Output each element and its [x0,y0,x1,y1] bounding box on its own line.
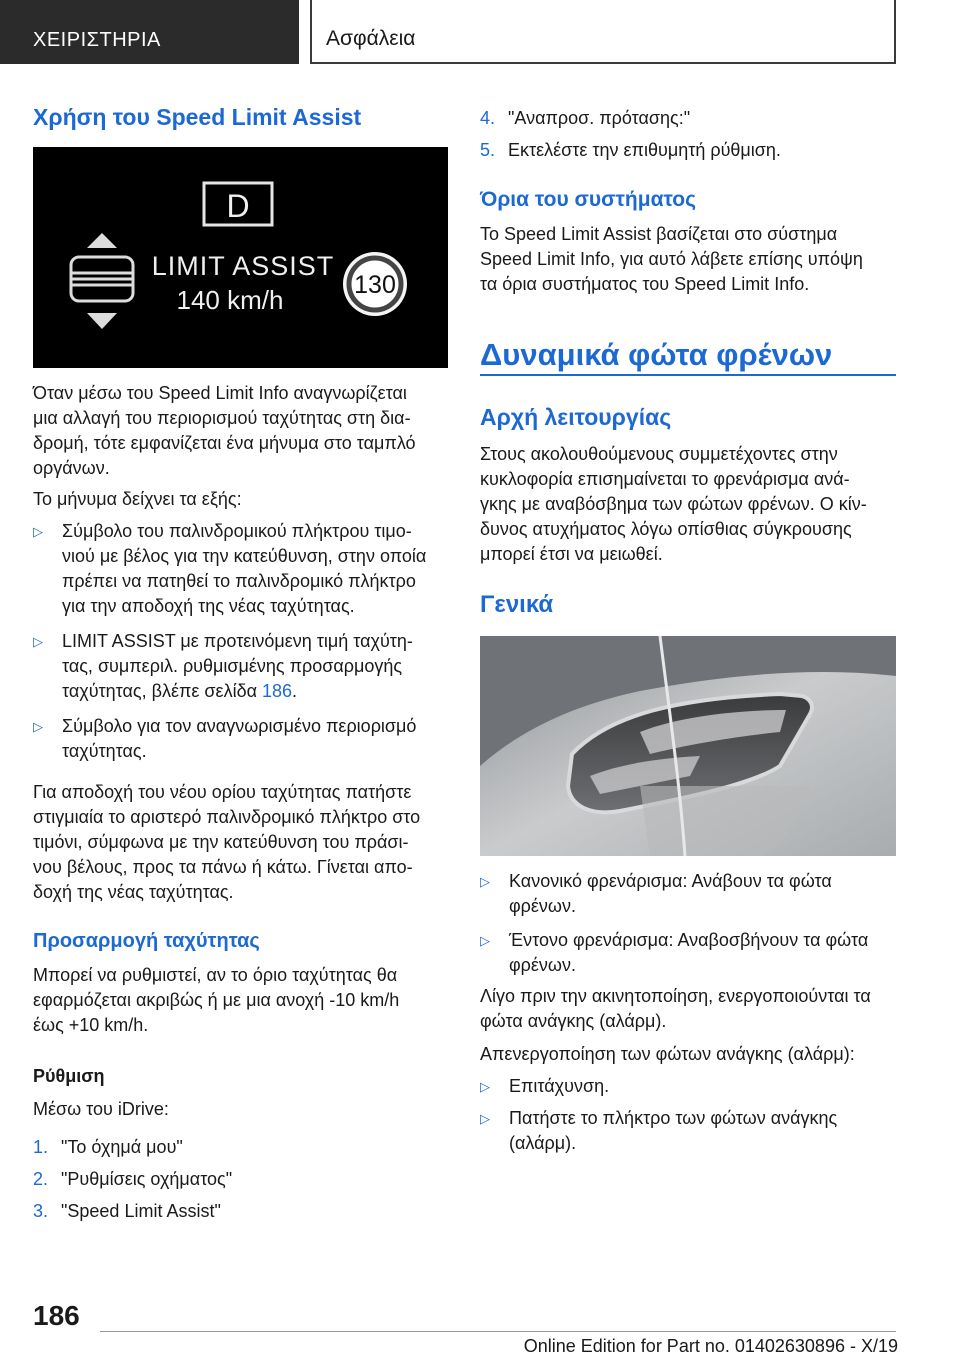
step-number: 2. [33,1169,49,1189]
limit-assist-display [33,147,448,368]
text-line: φρένων. [509,955,576,975]
text-line: LIMIT ASSIST με προτεινόμενη τιμή ταχύτη‐ [62,631,413,651]
footer-rule [100,1331,896,1332]
text-line: πρέπει να πατηθεί το παλινδρομικό πλήκτρο [62,571,416,591]
step-text: "Αναπροσ. πρότασης:" [508,108,691,128]
page-link[interactable]: 186 [262,681,293,701]
text-line: κυκλοφορία επισημαίνεται το φρενάρισμα ανά‐ [480,469,850,489]
limits-paragraph [480,222,900,297]
text-line: Για αποδοχή του νέου ορίου ταχύτητας πατήστε [33,782,412,802]
text-line: Όταν μέσω του Speed Limit Info αναγνωρίζεται [33,383,407,403]
text-line: Λίγο πριν την ακινητοποίηση, ενεργοποιούνται τα [480,986,871,1006]
text-line: Σύμβολο του παλινδρομικού πλήκτρου τιμο‐ [62,521,412,541]
principle-heading: Αρχή λειτουργίας [480,404,672,430]
text-line: νου βέλους, προς τα πάνω ή κάτω. Γίνεται απο‐ [33,857,413,877]
step-number: 4. [480,108,496,128]
adjust-paragraph [33,963,453,1038]
text-line [62,679,413,704]
list-item [33,714,453,764]
text-line: εφαρμόζεται ακριβώς ή με μια ανοχή ‐10 km/h [33,990,400,1010]
brake-light-image [480,636,896,856]
main-heading: Δυναμικά φώτα φρένων [480,337,833,372]
via-text: Μέσω του iDrive: [33,1099,169,1119]
adjust-heading: Προσαρμογή ταχύτητας [33,930,260,952]
section-tab [0,0,299,64]
text-line: έως +10 km/h. [33,1015,149,1035]
shows-text: Το μήνυμα δείχνει τα εξής: [33,489,242,509]
text-line: φώτα ανάγκης (αλάρμ). [480,1011,667,1031]
text-line: τας, συμπεριλ. ρυθμισμένης προσαρμογής [62,656,403,676]
text-fragment: ταχύτητας, βλέπε σελίδα [62,681,262,701]
text-fragment: . [292,681,298,701]
principle-paragraph [480,442,900,567]
text-line: Κανονικό φρενάρισμα: Ανάβουν τα φώτα [509,871,832,891]
step-text: "Το όχημά μου" [61,1137,183,1157]
intro-paragraph [33,381,453,481]
edition-text: Online Edition for Part no. 01402630896 ‐ X/19 [523,1336,898,1356]
list-item [480,1074,900,1099]
text-line: Μπορεί να ρυθμιστεί, αν το όριο ταχύτητας θα [33,965,398,985]
text-line: γκης με αναβόσβημα των φώτων φρένων. Ο κίν‐ [480,494,867,514]
step-number: 3. [33,1201,49,1221]
chapter-label: Ασφάλεια [326,27,416,50]
triangle-right-icon: ▷ [480,874,490,889]
list-item [480,869,900,919]
heading-rule [480,374,896,376]
text-line: Επιτάχυνση. [509,1076,610,1096]
text-line: Σύμβολο για τον αναγνωρισμένο περιορισμό [62,716,417,736]
limit-assist-text: LIMIT ASSIST [151,251,335,281]
step-number: 1. [33,1137,49,1157]
gear-text: D [226,188,250,224]
triangle-right-icon: ▷ [33,524,43,539]
speed-limit-sign-icon [343,252,407,316]
triangle-right-icon: ▷ [480,1111,490,1126]
setting-heading: Ρύθμιση [33,1066,105,1086]
text-line: στιγμιαία το αριστερό παλινδρομικό πλήκτρο στο [33,807,421,827]
text-line: δυνος ατυχήματος λόγω οπίσθιας σύγκρουσης [480,519,852,539]
triangle-right-icon: ▷ [480,933,490,948]
triangle-right-icon: ▷ [33,719,43,734]
display-svg [33,147,448,368]
limits-heading: Όρια του συστήματος [480,188,697,211]
step-text: Εκτελέστε την επιθυμητή ρύθμιση. [508,140,781,160]
step-number: 5. [480,140,496,160]
text-line: δρομή, τότε εμφανίζεται ένα μήνυμα στο ταμπλό [33,433,416,453]
list-item [480,928,900,978]
speed-limit-value: 130 [354,271,396,299]
text-line: νιού με βέλος για την κατεύθυνση, στην οποία [62,546,427,566]
list-item [480,1106,900,1156]
text-line: Το Speed Limit Assist βασίζεται στο σύστημα [480,224,838,244]
text-line: μπορεί έτσι να μειωθεί. [480,544,663,564]
standstill-paragraph [480,984,900,1034]
text-line: δοχή της νέας ταχύτητας. [33,882,234,902]
deactivate-text: Απενεργοποίηση των φώτων ανάγκης (αλάρμ): [480,1044,855,1064]
triangle-right-icon: ▷ [480,1079,490,1094]
triangle-right-icon: ▷ [33,634,43,649]
text-line: Στους ακολουθούμενους συμμετέχοντες στην [480,444,838,464]
step-text: "Ρυθμίσεις οχήματος" [61,1169,233,1189]
text-line: ταχύτητας. [62,741,147,761]
text-line: τιμόνι, σύμφωνα με την κατεύθυνση του πράσι‐ [33,832,409,852]
list-item [33,629,453,704]
text-line: τα όρια συστήματος του Speed Limit Info. [480,274,810,294]
page-number: 186 [33,1300,80,1331]
list-item [33,519,453,619]
chapter-tab [310,0,896,64]
general-heading: Γενικά [480,591,554,618]
brake-light-svg [480,636,896,856]
step-text: "Speed Limit Assist" [61,1201,221,1221]
text-line: για την αποδοχή της νέας ταχύτητας. [62,596,355,616]
text-line: φρένων. [509,896,576,916]
text-line: Πατήστε το πλήκτρο των φώτων ανάγκης [509,1108,838,1128]
section-title: Χρήση του Speed Limit Assist [33,104,362,130]
text-line: μια αλλαγή του περιορισμού ταχύτητας στη δια‐ [33,408,411,428]
text-line: (αλάρμ). [509,1133,577,1153]
text-line: Έντονο φρενάρισμα: Αναβοσβήνουν τα φώτα [509,930,869,950]
accept-paragraph [33,780,453,905]
text-line: Speed Limit Info, για αυτό λάβετε επίσης υπόψη [480,249,863,269]
section-label: ΧΕΙΡΙΣΤΗΡΙΑ [33,29,161,51]
speed-text: 140 km/h [176,285,284,315]
text-line: οργάνων. [33,458,110,478]
rocker-switch-icon [71,233,133,329]
